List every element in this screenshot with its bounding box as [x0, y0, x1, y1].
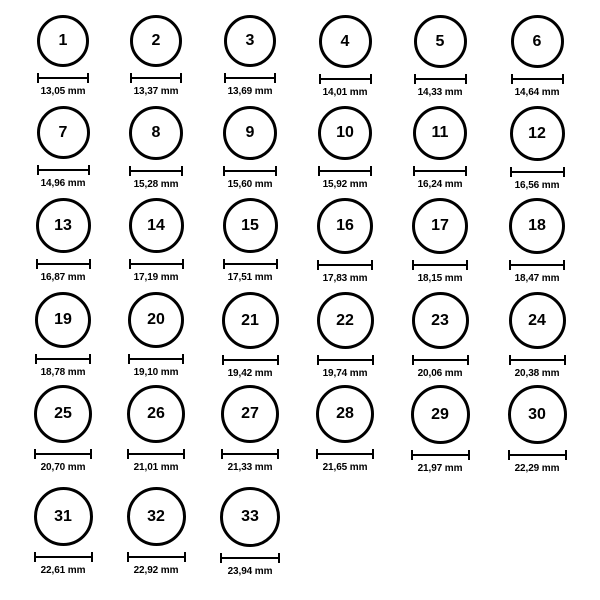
- ring-circle: [413, 106, 467, 160]
- ring-diameter-label: 21,01 mm: [133, 462, 179, 473]
- measure-tick-right: [466, 260, 468, 270]
- ring-diameter-label: 15,28 mm: [133, 179, 179, 190]
- measure-line: [34, 556, 93, 558]
- ring-circle: [34, 385, 92, 443]
- ring-circle: [414, 15, 467, 68]
- ring-number: 6: [532, 32, 542, 50]
- measure-tick-left: [414, 74, 416, 84]
- ring-diameter-label: 21,65 mm: [322, 462, 368, 473]
- ring-number: 19: [54, 311, 72, 328]
- ring-diameter-label: 14,64 mm: [514, 87, 560, 98]
- ring-size-cell: [307, 385, 383, 473]
- ring-diameter-label: 18,47 mm: [514, 273, 560, 284]
- ring-number: 1: [58, 32, 68, 49]
- ring-number: 22: [336, 311, 354, 329]
- ring-size-cell: [307, 106, 383, 190]
- ring-diameter-label: 14,33 mm: [417, 87, 463, 98]
- diameter-measure-bar: [317, 355, 374, 365]
- ring-diameter-label: 13,69 mm: [227, 86, 273, 97]
- ring-number: 30: [528, 405, 546, 423]
- ring-size-cell: [402, 292, 478, 379]
- ring-circle: [317, 292, 374, 349]
- ring-number: 17: [431, 217, 449, 234]
- measure-line: [223, 263, 278, 265]
- measure-tick-left: [411, 450, 413, 460]
- diameter-measure-bar: [510, 167, 565, 177]
- ring-size-cell: [25, 487, 101, 576]
- measure-tick-right: [563, 167, 565, 177]
- measure-tick-right: [563, 260, 565, 270]
- ring-diameter-label: 17,51 mm: [227, 272, 273, 283]
- measure-tick-left: [221, 449, 223, 459]
- measure-tick-left: [223, 259, 225, 269]
- diameter-measure-bar: [317, 260, 373, 270]
- measure-line: [510, 171, 565, 173]
- ring-size-cell: [25, 385, 101, 473]
- diameter-measure-bar: [220, 553, 280, 563]
- ring-circle: [224, 15, 276, 67]
- ring-diameter-label: 18,78 mm: [40, 367, 86, 378]
- measure-tick-right: [277, 355, 279, 365]
- ring-circle: [412, 292, 469, 349]
- ring-circle: [412, 198, 468, 254]
- ring-number: 20: [147, 311, 165, 328]
- ring-size-cell: [212, 15, 288, 97]
- measure-tick-left: [37, 165, 39, 175]
- measure-tick-right: [277, 449, 279, 459]
- measure-tick-right: [182, 354, 184, 364]
- measure-tick-right: [565, 450, 567, 460]
- ring-diameter-label: 15,60 mm: [227, 179, 273, 190]
- measure-line: [36, 263, 91, 265]
- ring-number: 23: [431, 311, 449, 329]
- measure-tick-left: [317, 260, 319, 270]
- ring-size-cell: [402, 106, 478, 190]
- diameter-measure-bar: [127, 449, 185, 459]
- diameter-measure-bar: [224, 73, 276, 83]
- diameter-measure-bar: [128, 354, 184, 364]
- measure-line: [508, 454, 567, 456]
- ring-circle: [318, 106, 372, 160]
- measure-tick-right: [562, 74, 564, 84]
- ring-diameter-label: 17,83 mm: [322, 273, 368, 284]
- measure-tick-right: [370, 166, 372, 176]
- measure-tick-right: [184, 552, 186, 562]
- diameter-measure-bar: [414, 74, 467, 84]
- measure-tick-left: [223, 166, 225, 176]
- measure-tick-left: [128, 354, 130, 364]
- ring-size-cell: [307, 292, 383, 379]
- ring-number: 9: [245, 124, 255, 141]
- measure-tick-left: [509, 355, 511, 365]
- diameter-measure-bar: [221, 449, 279, 459]
- measure-line: [511, 78, 564, 80]
- ring-circle: [511, 15, 564, 68]
- measure-tick-right: [181, 166, 183, 176]
- ring-size-cell: [118, 106, 194, 190]
- measure-tick-left: [127, 449, 129, 459]
- ring-number: 13: [54, 216, 72, 234]
- measure-line: [223, 170, 277, 172]
- measure-tick-left: [129, 166, 131, 176]
- diameter-measure-bar: [413, 166, 467, 176]
- measure-tick-right: [278, 553, 280, 563]
- ring-diameter-label: 19,10 mm: [133, 367, 179, 378]
- ring-number: 11: [431, 124, 449, 141]
- ring-size-cell: [212, 487, 288, 577]
- ring-size-cell: [499, 15, 575, 98]
- ring-number: 4: [340, 32, 350, 50]
- measure-line: [37, 169, 90, 171]
- measure-tick-right: [372, 355, 374, 365]
- ring-size-cell: [25, 198, 101, 283]
- measure-line: [130, 77, 182, 79]
- diameter-measure-bar: [508, 450, 567, 460]
- measure-tick-left: [413, 166, 415, 176]
- ring-circle: [220, 487, 280, 547]
- measure-line: [127, 556, 186, 558]
- ring-size-cell: [402, 15, 478, 98]
- ring-number: 26: [147, 405, 165, 422]
- ring-size-cell: [212, 385, 288, 473]
- measure-tick-right: [564, 355, 566, 365]
- ring-diameter-label: 22,61 mm: [40, 565, 86, 576]
- ring-number: 29: [431, 405, 449, 423]
- ring-circle: [37, 15, 89, 67]
- ring-circle: [127, 487, 186, 546]
- ring-size-cell: [212, 198, 288, 283]
- ring-diameter-label: 14,01 mm: [322, 87, 368, 98]
- diameter-measure-bar: [129, 166, 183, 176]
- ring-size-cell: [118, 487, 194, 576]
- ring-circle: [222, 292, 279, 349]
- ring-diameter-label: 16,56 mm: [514, 180, 560, 191]
- diameter-measure-bar: [223, 259, 278, 269]
- ring-number: 2: [151, 32, 161, 49]
- ring-diameter-label: 19,42 mm: [227, 368, 273, 379]
- ring-size-cell: [25, 106, 101, 189]
- measure-line: [413, 170, 467, 172]
- diameter-measure-bar: [316, 449, 374, 459]
- diameter-measure-bar: [34, 552, 93, 562]
- ring-number: 24: [528, 311, 546, 329]
- ring-size-cell: [402, 198, 478, 284]
- measure-line: [128, 358, 184, 360]
- ring-number: 18: [528, 217, 546, 234]
- measure-tick-right: [468, 450, 470, 460]
- ring-number: 16: [336, 217, 354, 234]
- measure-tick-left: [37, 73, 39, 83]
- ring-circle: [223, 106, 277, 160]
- ring-circle: [35, 292, 91, 348]
- ring-size-cell: [212, 106, 288, 190]
- measure-tick-right: [89, 259, 91, 269]
- measure-tick-right: [87, 73, 89, 83]
- measure-line: [411, 454, 470, 456]
- measure-line: [37, 77, 89, 79]
- ring-size-cell: [499, 198, 575, 284]
- ring-circle: [34, 487, 93, 546]
- measure-tick-right: [465, 166, 467, 176]
- ring-number: 28: [336, 405, 354, 422]
- ring-size-cell: [307, 198, 383, 284]
- measure-line: [224, 77, 276, 79]
- ring-circle: [128, 292, 184, 348]
- measure-line: [412, 359, 469, 361]
- measure-tick-left: [317, 355, 319, 365]
- measure-line: [35, 358, 91, 360]
- diameter-measure-bar: [412, 260, 468, 270]
- measure-tick-left: [36, 259, 38, 269]
- ring-circle: [129, 198, 184, 253]
- ring-number: 3: [245, 32, 255, 49]
- diameter-measure-bar: [319, 74, 372, 84]
- measure-tick-right: [371, 260, 373, 270]
- measure-line: [319, 78, 372, 80]
- measure-tick-right: [182, 259, 184, 269]
- diameter-measure-bar: [37, 165, 90, 175]
- ring-circle: [36, 198, 91, 253]
- ring-circle: [37, 106, 90, 159]
- ring-circle: [316, 385, 374, 443]
- ring-size-cell: [499, 385, 575, 474]
- ring-size-cell: [402, 385, 478, 474]
- ring-circle: [127, 385, 185, 443]
- measure-tick-left: [129, 259, 131, 269]
- measure-tick-left: [127, 552, 129, 562]
- measure-tick-right: [90, 449, 92, 459]
- measure-line: [509, 359, 566, 361]
- ring-diameter-label: 18,15 mm: [417, 273, 463, 284]
- measure-line: [509, 264, 565, 266]
- ring-number: 8: [151, 124, 161, 141]
- measure-tick-left: [34, 552, 36, 562]
- ring-number: 7: [58, 123, 68, 141]
- measure-tick-left: [130, 73, 132, 83]
- measure-line: [412, 264, 468, 266]
- ring-size-cell: [118, 385, 194, 473]
- ring-size-cell: [499, 106, 575, 191]
- measure-line: [221, 453, 279, 455]
- diameter-measure-bar: [127, 552, 186, 562]
- ring-diameter-label: 23,94 mm: [227, 566, 273, 577]
- measure-tick-left: [508, 450, 510, 460]
- diameter-measure-bar: [318, 166, 372, 176]
- ring-number: 25: [54, 405, 72, 422]
- ring-size-cell: [307, 15, 383, 98]
- measure-line: [127, 453, 185, 455]
- measure-tick-left: [316, 449, 318, 459]
- ring-diameter-label: 21,97 mm: [417, 463, 463, 474]
- ring-circle: [319, 15, 372, 68]
- measure-tick-right: [274, 73, 276, 83]
- ring-circle: [221, 385, 279, 443]
- measure-tick-left: [318, 166, 320, 176]
- diameter-measure-bar: [412, 355, 469, 365]
- measure-tick-left: [511, 74, 513, 84]
- ring-size-cell: [499, 292, 575, 379]
- diameter-measure-bar: [411, 450, 470, 460]
- measure-line: [129, 170, 183, 172]
- ring-diameter-label: 20,70 mm: [40, 462, 86, 473]
- ring-diameter-label: 14,96 mm: [40, 178, 86, 189]
- diameter-measure-bar: [35, 354, 91, 364]
- ring-diameter-label: 20,38 mm: [514, 368, 560, 379]
- measure-tick-left: [319, 74, 321, 84]
- ring-size-cell: [118, 198, 194, 283]
- diameter-measure-bar: [129, 259, 184, 269]
- ring-diameter-label: 19,74 mm: [322, 368, 368, 379]
- measure-line: [414, 78, 467, 80]
- ring-size-cell: [25, 15, 101, 97]
- measure-tick-left: [510, 167, 512, 177]
- measure-tick-right: [180, 73, 182, 83]
- measure-tick-left: [509, 260, 511, 270]
- diameter-measure-bar: [511, 74, 564, 84]
- measure-tick-right: [88, 165, 90, 175]
- measure-tick-right: [275, 166, 277, 176]
- ring-size-cell: [25, 292, 101, 378]
- ring-number: 33: [241, 508, 259, 525]
- ring-diameter-label: 13,37 mm: [133, 86, 179, 97]
- measure-line: [317, 359, 374, 361]
- ring-number: 31: [54, 507, 72, 525]
- ring-diameter-label: 22,92 mm: [133, 565, 179, 576]
- measure-tick-left: [34, 449, 36, 459]
- ring-size-cell: [118, 15, 194, 97]
- ring-circle: [411, 385, 470, 444]
- measure-tick-right: [467, 355, 469, 365]
- ring-number: 12: [528, 124, 546, 142]
- ring-circle: [509, 198, 565, 254]
- ring-size-cell: [212, 292, 288, 379]
- ring-diameter-label: 17,19 mm: [133, 272, 179, 283]
- ring-number: 5: [435, 32, 445, 50]
- ring-number: 15: [241, 216, 259, 234]
- measure-tick-left: [412, 355, 414, 365]
- measure-tick-right: [183, 449, 185, 459]
- ring-circle: [223, 198, 278, 253]
- measure-tick-right: [89, 354, 91, 364]
- measure-tick-left: [35, 354, 37, 364]
- ring-diameter-label: 13,05 mm: [40, 86, 86, 97]
- ring-number: 14: [147, 216, 165, 234]
- measure-tick-right: [372, 449, 374, 459]
- ring-circle: [129, 106, 183, 160]
- ring-diameter-label: 22,29 mm: [514, 463, 560, 474]
- diameter-measure-bar: [130, 73, 182, 83]
- measure-tick-left: [222, 355, 224, 365]
- measure-tick-right: [91, 552, 93, 562]
- measure-line: [129, 263, 184, 265]
- measure-tick-left: [224, 73, 226, 83]
- measure-line: [316, 453, 374, 455]
- diameter-measure-bar: [36, 259, 91, 269]
- diameter-measure-bar: [509, 260, 565, 270]
- diameter-measure-bar: [34, 449, 92, 459]
- diameter-measure-bar: [223, 166, 277, 176]
- ring-diameter-label: 15,92 mm: [322, 179, 368, 190]
- measure-line: [317, 264, 373, 266]
- ring-size-cell: [118, 292, 194, 378]
- ring-diameter-label: 20,06 mm: [417, 368, 463, 379]
- diameter-measure-bar: [37, 73, 89, 83]
- ring-circle: [510, 106, 565, 161]
- diameter-measure-bar: [222, 355, 279, 365]
- ring-number: 32: [147, 507, 165, 525]
- ring-number: 27: [241, 405, 259, 422]
- ring-diameter-label: 21,33 mm: [227, 462, 273, 473]
- ring-number: 21: [241, 311, 259, 329]
- ring-diameter-label: 16,24 mm: [417, 179, 463, 190]
- measure-tick-left: [412, 260, 414, 270]
- measure-tick-left: [220, 553, 222, 563]
- ring-circle: [130, 15, 182, 67]
- measure-tick-right: [370, 74, 372, 84]
- measure-line: [222, 359, 279, 361]
- ring-circle: [508, 385, 567, 444]
- measure-tick-right: [276, 259, 278, 269]
- ring-circle: [317, 198, 373, 254]
- measure-line: [220, 557, 280, 559]
- ring-diameter-label: 16,87 mm: [40, 272, 86, 283]
- ring-circle: [509, 292, 566, 349]
- measure-line: [318, 170, 372, 172]
- measure-line: [34, 453, 92, 455]
- diameter-measure-bar: [509, 355, 566, 365]
- measure-tick-right: [465, 74, 467, 84]
- ring-number: 10: [336, 124, 354, 141]
